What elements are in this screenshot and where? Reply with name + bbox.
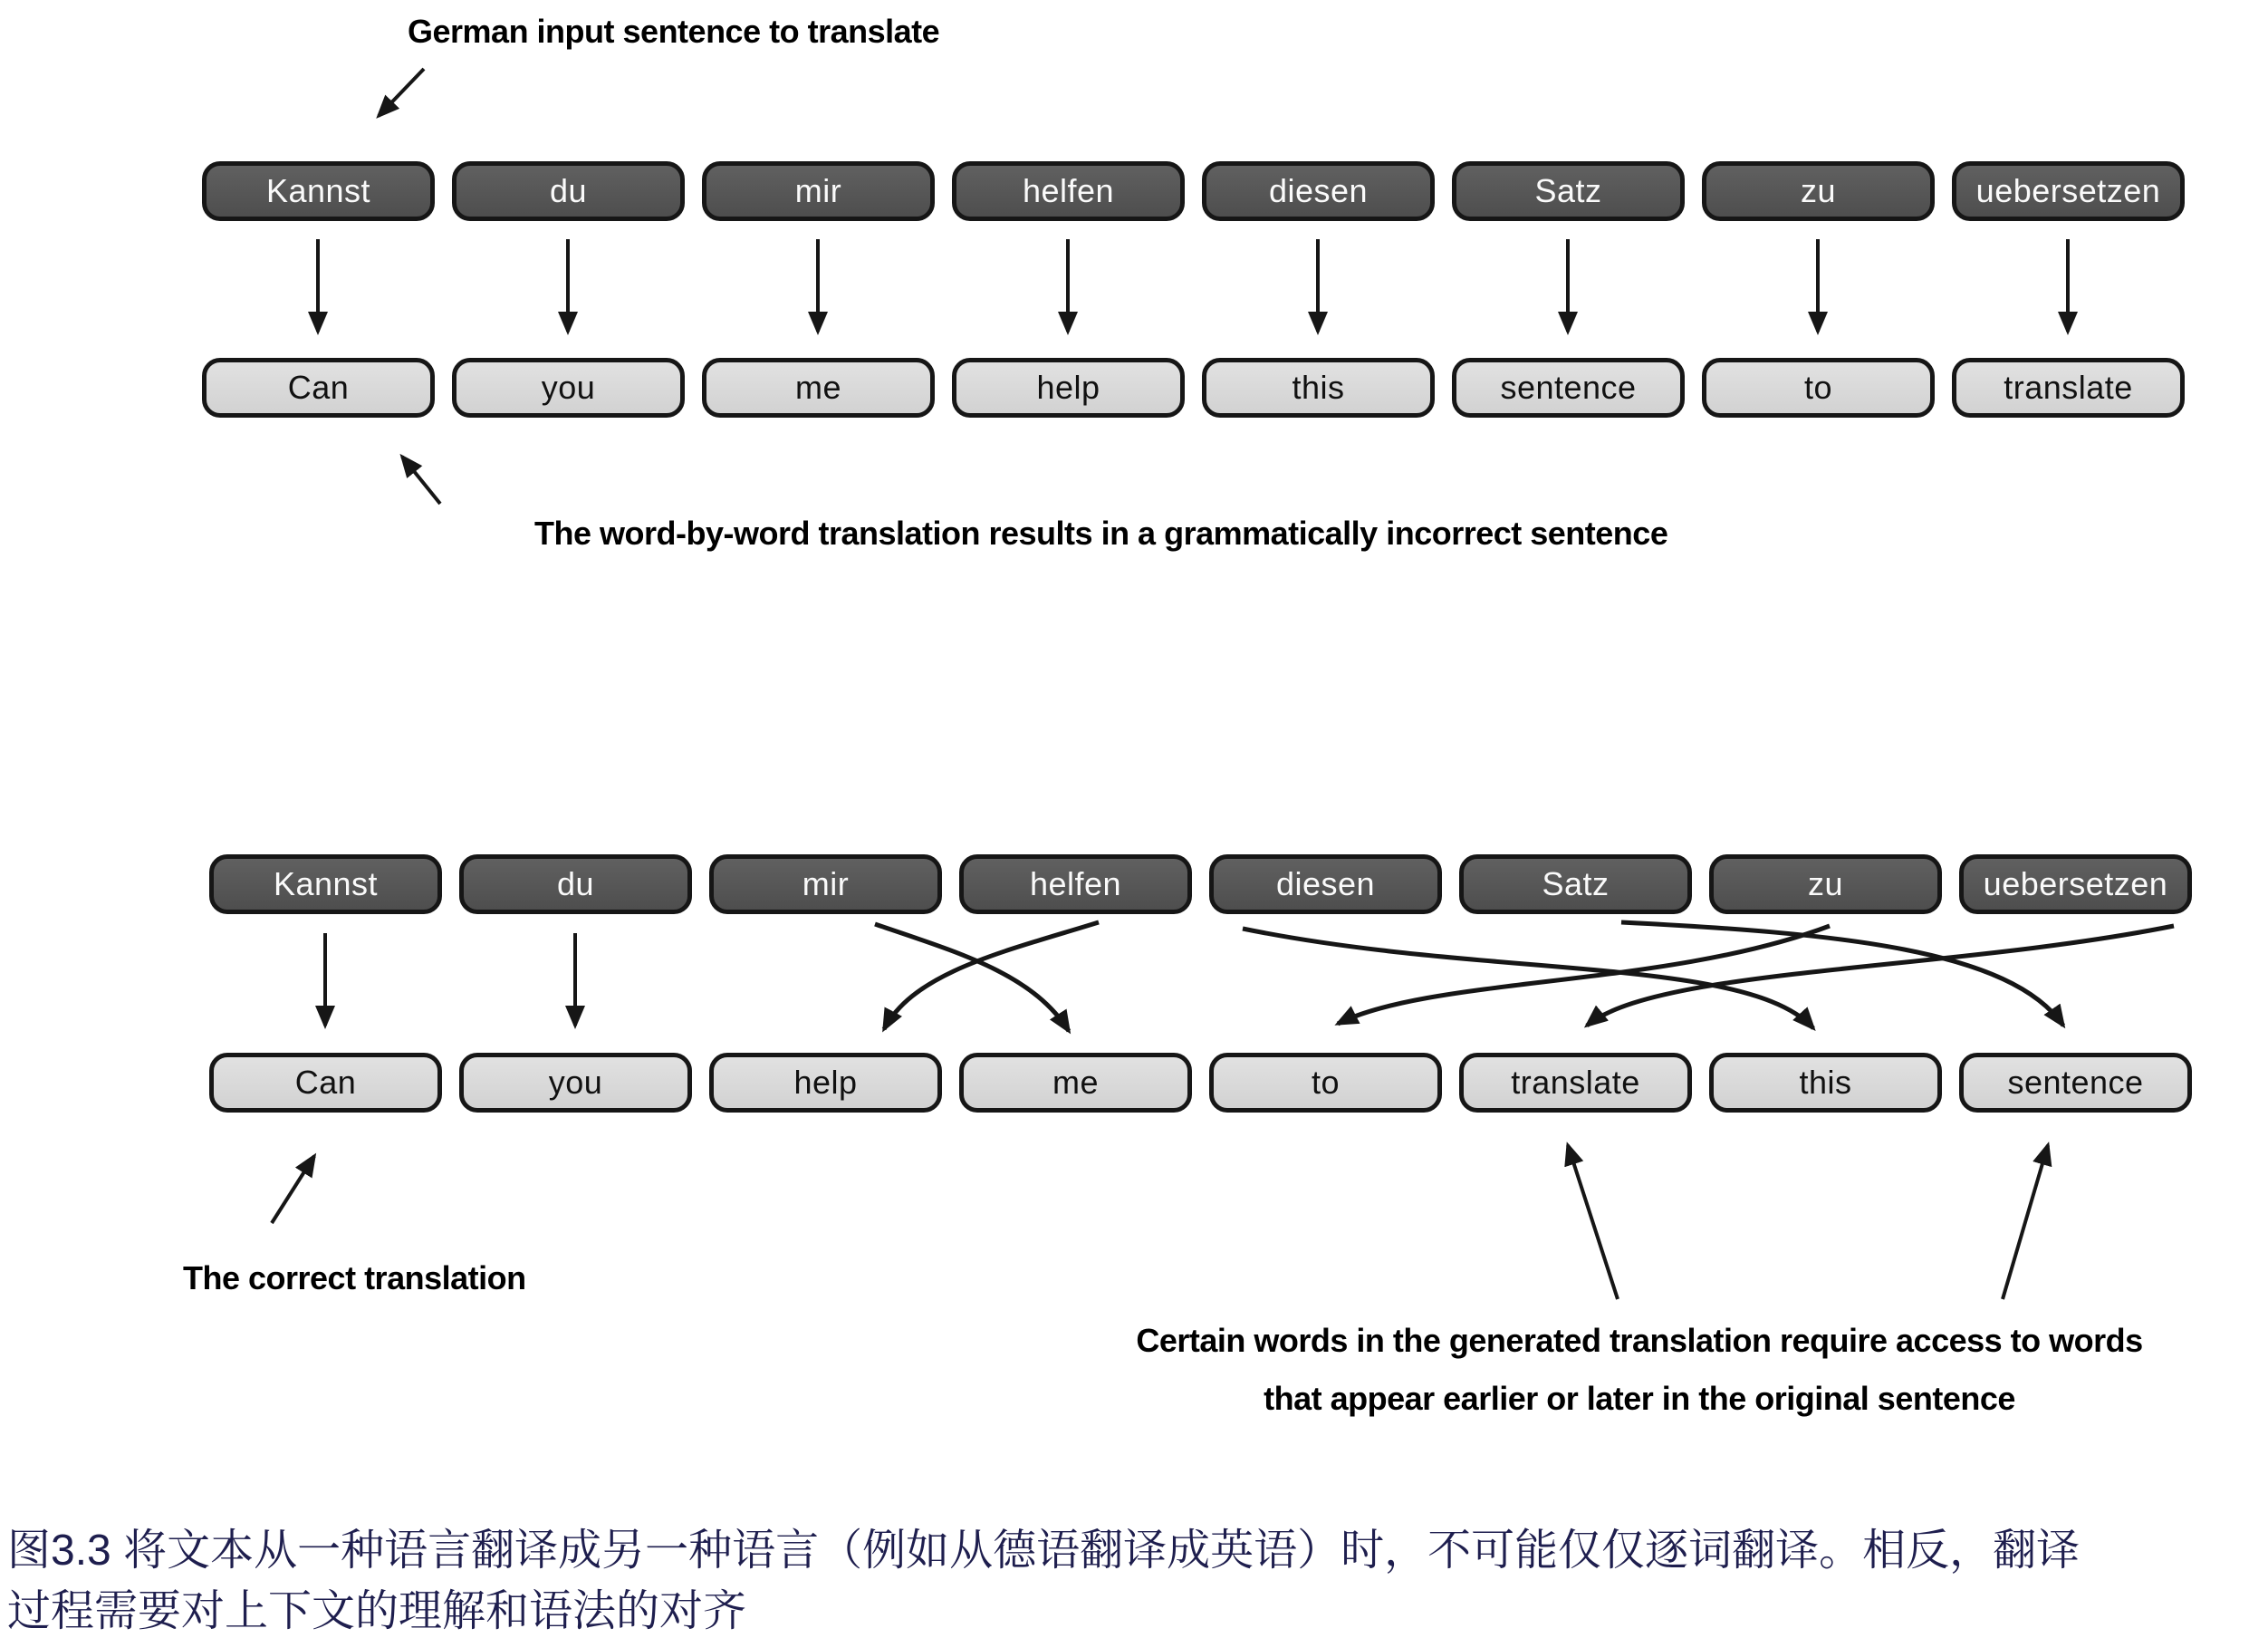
arrow-context-note-to-translate — [1568, 1145, 1618, 1299]
word-box-literal: sentence — [1452, 358, 1685, 418]
word-box-correct: this — [1709, 1053, 1942, 1113]
annotation-correct-translation: The correct translation — [183, 1259, 526, 1296]
word-box-correct: you — [459, 1053, 692, 1113]
arrow-context-note-to-sentence — [2003, 1145, 2048, 1299]
word-box-german: du — [452, 161, 685, 221]
word-box-german: uebersetzen — [1959, 854, 2192, 914]
word-box-literal: me — [702, 358, 935, 418]
bottom-correct-translation-row — [209, 1053, 2192, 1113]
word-box-literal: this — [1202, 358, 1435, 418]
word-box-literal: you — [452, 358, 685, 418]
word-box-german: helfen — [952, 161, 1185, 221]
annotation-context-note-line1: Certain words in the generated translation require access to words — [1136, 1322, 2143, 1359]
bottom-german-row — [209, 854, 2192, 914]
top-straight-arrows — [318, 239, 2068, 332]
word-box-german: Satz — [1452, 161, 1685, 221]
figure-caption-line2: 过程需要对上下文的理解和语法的对齐 — [7, 1587, 747, 1635]
word-box-literal: Can — [202, 358, 435, 418]
word-box-german: Kannst — [209, 854, 442, 914]
arrow-correct-translation-annotation — [272, 1156, 314, 1223]
top-german-row — [202, 161, 2185, 221]
word-box-german: diesen — [1202, 161, 1435, 221]
word-box-german: mir — [709, 854, 942, 914]
figure-caption — [7, 1520, 2264, 1638]
word-box-german: diesen — [1209, 854, 1442, 914]
word-box-correct: Can — [209, 1053, 442, 1113]
arrow-zu-to-to-crossed — [1338, 926, 1830, 1024]
annotation-word-by-word: The word-by-word translation results in a grammatically incorrect sentence — [534, 515, 1668, 552]
word-box-correct: to — [1209, 1053, 1442, 1113]
word-box-correct: me — [959, 1053, 1192, 1113]
word-box-german: zu — [1709, 854, 1942, 914]
annotation-german-input: German input sentence to translate — [408, 13, 940, 50]
arrow-german-input-annotation — [379, 69, 424, 116]
word-box-german: Satz — [1459, 854, 1692, 914]
bottom-crossing-arrows — [875, 922, 2174, 1031]
arrow-uebersetzen-to-translate-crossed — [1587, 926, 2174, 1026]
word-box-german: mir — [702, 161, 935, 221]
arrow-word-by-word-annotation — [402, 457, 440, 504]
word-box-german: du — [459, 854, 692, 914]
word-box-german: helfen — [959, 854, 1192, 914]
bottom-straight-arrows — [325, 933, 575, 1026]
word-box-correct: help — [709, 1053, 942, 1113]
arrow-diesen-to-this-crossed — [1243, 929, 1813, 1028]
word-box-correct: sentence — [1959, 1053, 2192, 1113]
annotation-arrows — [272, 69, 2048, 1299]
word-box-german: Kannst — [202, 161, 435, 221]
annotation-context-note-line2: that appear earlier or later in the original sentence — [1264, 1380, 2015, 1417]
top-literal-translation-row — [202, 358, 2185, 418]
word-box-correct: translate — [1459, 1053, 1692, 1113]
word-box-literal: translate — [1952, 358, 2185, 418]
arrow-satz-to-sentence-crossed — [1621, 922, 2063, 1026]
annotation-context-note — [1014, 1312, 2264, 1428]
word-box-german: zu — [1702, 161, 1935, 221]
word-box-literal: to — [1702, 358, 1935, 418]
arrow-mir-to-me-crossed — [875, 924, 1069, 1031]
word-box-literal: help — [952, 358, 1185, 418]
figure-caption-line1: 图3.3 将文本从一种语言翻译成另一种语言（例如从德语翻译成英语）时，不可能仅仅逐词翻译。相反，翻译 — [7, 1527, 2081, 1575]
arrow-helfen-to-help-crossed — [884, 922, 1099, 1029]
word-box-german: uebersetzen — [1952, 161, 2185, 221]
